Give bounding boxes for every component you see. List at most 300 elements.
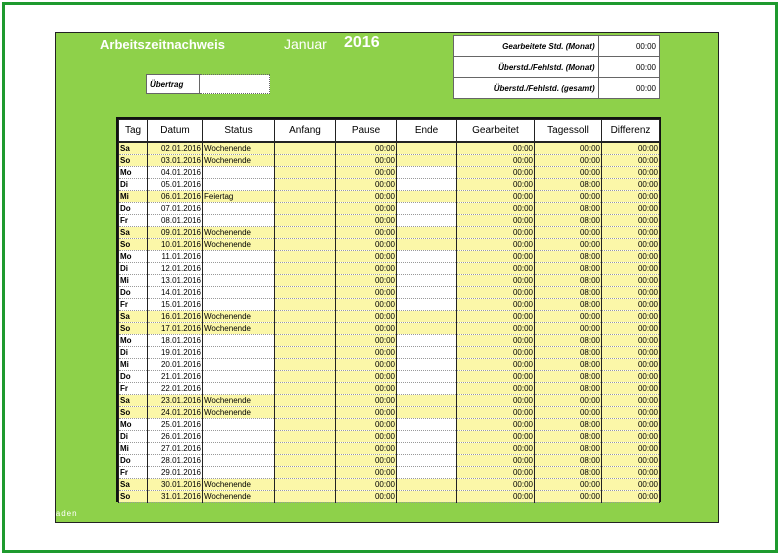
cell-tag: Fr <box>119 299 148 311</box>
month-label: Januar <box>284 36 327 52</box>
cell-pause[interactable]: 00:00 <box>336 167 397 179</box>
cell-datum: 04.01.2016 <box>148 167 203 179</box>
table-row <box>119 419 660 431</box>
cell-pause[interactable]: 00:00 <box>336 142 397 155</box>
cell-anfang[interactable] <box>275 479 336 491</box>
cell-datum: 19.01.2016 <box>148 347 203 359</box>
cell-anfang[interactable] <box>275 419 336 431</box>
cell-tagessoll: 08:00 <box>535 443 602 455</box>
cell-datum: 10.01.2016 <box>148 239 203 251</box>
cell-differenz: 00:00 <box>602 287 660 299</box>
cell-differenz: 00:00 <box>602 419 660 431</box>
cell-tag: Di <box>119 431 148 443</box>
cell-tagessoll: 00:00 <box>535 407 602 419</box>
cell-pause[interactable]: 00:00 <box>336 311 397 323</box>
year-label: 2016 <box>344 34 380 51</box>
cell-anfang[interactable] <box>275 142 336 155</box>
cell-pause[interactable]: 00:00 <box>336 215 397 227</box>
cell-differenz: 00:00 <box>602 311 660 323</box>
summary-value-overtime-total[interactable]: 00:00 <box>598 78 659 99</box>
cell-status <box>203 335 275 347</box>
cell-tagessoll: 08:00 <box>535 179 602 191</box>
cell-differenz: 00:00 <box>602 167 660 179</box>
cell-tag: Di <box>119 179 148 191</box>
cell-ende[interactable] <box>397 491 457 503</box>
cell-datum: 23.01.2016 <box>148 395 203 407</box>
col-header-gearbeitet: Gearbeitet <box>457 120 535 143</box>
cell-anfang[interactable] <box>275 455 336 467</box>
cell-tag: So <box>119 239 148 251</box>
cell-pause[interactable]: 00:00 <box>336 239 397 251</box>
cell-anfang[interactable] <box>275 275 336 287</box>
cell-datum: 26.01.2016 <box>148 431 203 443</box>
summary-value-worked-month[interactable]: 00:00 <box>598 36 659 57</box>
cell-gearbeitet: 00:00 <box>457 491 535 503</box>
cell-anfang[interactable] <box>275 395 336 407</box>
table-row <box>119 275 660 287</box>
cell-ende[interactable] <box>397 431 457 443</box>
cell-status: Wochenende <box>203 239 275 251</box>
cell-datum: 05.01.2016 <box>148 179 203 191</box>
cell-differenz: 00:00 <box>602 335 660 347</box>
carryover-label: Übertrag <box>147 75 200 94</box>
cell-ende[interactable] <box>397 359 457 371</box>
cell-ende[interactable] <box>397 167 457 179</box>
col-header-ende: Ende <box>397 120 457 143</box>
cell-datum: 02.01.2016 <box>148 142 203 155</box>
cell-gearbeitet: 00:00 <box>457 395 535 407</box>
cell-pause[interactable]: 00:00 <box>336 395 397 407</box>
cell-pause[interactable]: 00:00 <box>336 491 397 503</box>
cell-tagessoll: 00:00 <box>535 227 602 239</box>
summary-label-overtime-month: Überstd./Fehlstd. (Monat) <box>454 57 599 78</box>
cell-pause[interactable]: 00:00 <box>336 347 397 359</box>
cell-tag: Do <box>119 287 148 299</box>
cell-anfang[interactable] <box>275 191 336 203</box>
cell-anfang[interactable] <box>275 203 336 215</box>
cell-anfang[interactable] <box>275 359 336 371</box>
cell-tagessoll: 00:00 <box>535 491 602 503</box>
cell-tagessoll: 08:00 <box>535 431 602 443</box>
cell-ende[interactable] <box>397 419 457 431</box>
table-body <box>119 142 660 503</box>
cell-status: Wochenende <box>203 479 275 491</box>
cell-differenz: 00:00 <box>602 155 660 167</box>
cell-anfang[interactable] <box>275 215 336 227</box>
cell-status: Wochenende <box>203 227 275 239</box>
cell-anfang[interactable] <box>275 347 336 359</box>
cell-anfang[interactable] <box>275 323 336 335</box>
cell-datum: 31.01.2016 <box>148 491 203 503</box>
cell-differenz: 00:00 <box>602 395 660 407</box>
summary-row <box>454 57 660 78</box>
cell-tag: So <box>119 323 148 335</box>
cell-tagessoll: 00:00 <box>535 155 602 167</box>
cell-pause[interactable]: 00:00 <box>336 371 397 383</box>
cell-anfang[interactable] <box>275 335 336 347</box>
cell-tag: Fr <box>119 215 148 227</box>
cell-pause[interactable]: 00:00 <box>336 383 397 395</box>
cell-differenz: 00:00 <box>602 191 660 203</box>
cell-datum: 15.01.2016 <box>148 299 203 311</box>
cell-tagessoll: 00:00 <box>535 142 602 155</box>
table-row <box>119 239 660 251</box>
cell-gearbeitet: 00:00 <box>457 335 535 347</box>
cell-ende[interactable] <box>397 239 457 251</box>
cell-pause[interactable]: 00:00 <box>336 359 397 371</box>
cell-differenz: 00:00 <box>602 203 660 215</box>
header-row <box>119 120 660 143</box>
cell-gearbeitet: 00:00 <box>457 215 535 227</box>
cell-tagessoll: 08:00 <box>535 467 602 479</box>
cell-tagessoll: 08:00 <box>535 335 602 347</box>
cell-pause[interactable]: 00:00 <box>336 251 397 263</box>
cell-ende[interactable] <box>397 227 457 239</box>
table-row <box>119 323 660 335</box>
table-row <box>119 311 660 323</box>
cell-ende[interactable] <box>397 323 457 335</box>
cell-ende[interactable] <box>397 179 457 191</box>
cell-status <box>203 251 275 263</box>
col-header-datum: Datum <box>148 120 203 143</box>
table-row <box>119 347 660 359</box>
summary-row <box>454 36 660 57</box>
table-row <box>119 479 660 491</box>
cell-status <box>203 215 275 227</box>
time-table <box>116 117 661 502</box>
cell-tag: Mi <box>119 191 148 203</box>
table-row <box>119 335 660 347</box>
table-row <box>119 203 660 215</box>
cell-differenz: 00:00 <box>602 467 660 479</box>
cell-pause[interactable]: 00:00 <box>336 455 397 467</box>
cell-status <box>203 203 275 215</box>
cell-anfang[interactable] <box>275 311 336 323</box>
cell-tagessoll: 00:00 <box>535 191 602 203</box>
cell-ende[interactable] <box>397 467 457 479</box>
cell-pause[interactable]: 00:00 <box>336 191 397 203</box>
cell-datum: 17.01.2016 <box>148 323 203 335</box>
cell-anfang[interactable] <box>275 431 336 443</box>
cell-gearbeitet: 00:00 <box>457 431 535 443</box>
cell-tag: Sa <box>119 142 148 155</box>
cell-anfang[interactable] <box>275 227 336 239</box>
cell-gearbeitet: 00:00 <box>457 311 535 323</box>
cell-anfang[interactable] <box>275 443 336 455</box>
cell-tag: Do <box>119 455 148 467</box>
cell-tagessoll: 08:00 <box>535 383 602 395</box>
summary-label-overtime-total: Überstd./Fehlstd. (gesamt) <box>454 78 599 99</box>
cell-gearbeitet: 00:00 <box>457 155 535 167</box>
cell-tagessoll: 08:00 <box>535 359 602 371</box>
cell-tag: Fr <box>119 467 148 479</box>
cell-status: Wochenende <box>203 323 275 335</box>
cell-ende[interactable] <box>397 263 457 275</box>
cell-datum: 11.01.2016 <box>148 251 203 263</box>
cell-pause[interactable]: 00:00 <box>336 419 397 431</box>
cell-differenz: 00:00 <box>602 275 660 287</box>
cell-status <box>203 443 275 455</box>
cell-status <box>203 419 275 431</box>
cell-datum: 18.01.2016 <box>148 335 203 347</box>
timesheet <box>55 32 719 523</box>
cell-pause[interactable]: 00:00 <box>336 443 397 455</box>
cell-ende[interactable] <box>397 383 457 395</box>
cell-tag: Sa <box>119 395 148 407</box>
cell-pause[interactable]: 00:00 <box>336 299 397 311</box>
cell-ende[interactable] <box>397 455 457 467</box>
cell-tagessoll: 00:00 <box>535 323 602 335</box>
cell-anfang[interactable] <box>275 299 336 311</box>
cell-ende[interactable] <box>397 155 457 167</box>
cell-anfang[interactable] <box>275 155 336 167</box>
cell-gearbeitet: 00:00 <box>457 407 535 419</box>
cell-gearbeitet: 00:00 <box>457 359 535 371</box>
col-header-tag: Tag <box>119 120 148 143</box>
page-title: Arbeitszeitnachweis <box>100 37 225 52</box>
cell-differenz: 00:00 <box>602 299 660 311</box>
col-header-status: Status <box>203 120 275 143</box>
cell-tagessoll: 08:00 <box>535 215 602 227</box>
cell-status <box>203 347 275 359</box>
cell-status <box>203 275 275 287</box>
cell-datum: 03.01.2016 <box>148 155 203 167</box>
cell-datum: 14.01.2016 <box>148 287 203 299</box>
cell-anfang[interactable] <box>275 467 336 479</box>
cell-pause[interactable]: 00:00 <box>336 335 397 347</box>
cell-gearbeitet: 00:00 <box>457 251 535 263</box>
cell-tagessoll: 08:00 <box>535 203 602 215</box>
cell-gearbeitet: 00:00 <box>457 275 535 287</box>
cell-status: Wochenende <box>203 155 275 167</box>
cell-anfang[interactable] <box>275 383 336 395</box>
cell-tagessoll: 00:00 <box>535 311 602 323</box>
cell-ende[interactable] <box>397 142 457 155</box>
cell-datum: 25.01.2016 <box>148 419 203 431</box>
cell-anfang[interactable] <box>275 491 336 503</box>
cell-pause[interactable]: 00:00 <box>336 275 397 287</box>
table-row <box>119 191 660 203</box>
cell-anfang[interactable] <box>275 263 336 275</box>
cell-pause[interactable]: 00:00 <box>336 467 397 479</box>
cell-tag: So <box>119 407 148 419</box>
summary-row <box>454 78 660 99</box>
cell-pause[interactable]: 00:00 <box>336 407 397 419</box>
cell-tagessoll: 08:00 <box>535 347 602 359</box>
cell-pause[interactable]: 00:00 <box>336 479 397 491</box>
cell-status <box>203 287 275 299</box>
cell-tag: Sa <box>119 479 148 491</box>
cell-anfang[interactable] <box>275 371 336 383</box>
cell-status <box>203 371 275 383</box>
cell-tag: Fr <box>119 383 148 395</box>
cell-differenz: 00:00 <box>602 263 660 275</box>
cell-gearbeitet: 00:00 <box>457 455 535 467</box>
cell-anfang[interactable] <box>275 407 336 419</box>
cell-gearbeitet: 00:00 <box>457 383 535 395</box>
cell-differenz: 00:00 <box>602 239 660 251</box>
footnote-text: laden <box>53 509 78 518</box>
cell-differenz: 00:00 <box>602 431 660 443</box>
cell-pause[interactable]: 00:00 <box>336 155 397 167</box>
cell-tag: Mo <box>119 419 148 431</box>
cell-datum: 13.01.2016 <box>148 275 203 287</box>
carryover-input[interactable] <box>200 75 270 94</box>
cell-differenz: 00:00 <box>602 455 660 467</box>
carryover-box <box>146 74 270 94</box>
table-row <box>119 251 660 263</box>
cell-ende[interactable] <box>397 299 457 311</box>
col-header-pause: Pause <box>336 120 397 143</box>
cell-ende[interactable] <box>397 191 457 203</box>
cell-ende[interactable] <box>397 371 457 383</box>
cell-datum: 06.01.2016 <box>148 191 203 203</box>
cell-ende[interactable] <box>397 443 457 455</box>
cell-anfang[interactable] <box>275 239 336 251</box>
col-header-anfang: Anfang <box>275 120 336 143</box>
cell-tag: Do <box>119 203 148 215</box>
cell-pause[interactable]: 00:00 <box>336 323 397 335</box>
cell-status <box>203 299 275 311</box>
cell-tag: Mi <box>119 359 148 371</box>
cell-status <box>203 431 275 443</box>
cell-gearbeitet: 00:00 <box>457 191 535 203</box>
cell-pause[interactable]: 00:00 <box>336 431 397 443</box>
cell-datum: 12.01.2016 <box>148 263 203 275</box>
cell-tagessoll: 08:00 <box>535 419 602 431</box>
cell-tag: Sa <box>119 227 148 239</box>
cell-ende[interactable] <box>397 479 457 491</box>
cell-ende[interactable] <box>397 395 457 407</box>
cell-gearbeitet: 00:00 <box>457 299 535 311</box>
cell-gearbeitet: 00:00 <box>457 419 535 431</box>
cell-gearbeitet: 00:00 <box>457 263 535 275</box>
cell-datum: 24.01.2016 <box>148 407 203 419</box>
cell-gearbeitet: 00:00 <box>457 323 535 335</box>
cell-tagessoll: 00:00 <box>535 395 602 407</box>
summary-label-worked-month: Gearbeitete Std. (Monat) <box>454 36 599 57</box>
cell-gearbeitet: 00:00 <box>457 142 535 155</box>
cell-datum: 20.01.2016 <box>148 359 203 371</box>
cell-gearbeitet: 00:00 <box>457 179 535 191</box>
cell-datum: 21.01.2016 <box>148 371 203 383</box>
cell-ende[interactable] <box>397 215 457 227</box>
cell-differenz: 00:00 <box>602 179 660 191</box>
cell-pause[interactable]: 00:00 <box>336 287 397 299</box>
cell-tag: Mo <box>119 167 148 179</box>
cell-anfang[interactable] <box>275 287 336 299</box>
cell-ende[interactable] <box>397 287 457 299</box>
cell-anfang[interactable] <box>275 179 336 191</box>
cell-differenz: 00:00 <box>602 443 660 455</box>
cell-ende[interactable] <box>397 407 457 419</box>
cell-datum: 27.01.2016 <box>148 443 203 455</box>
cell-differenz: 00:00 <box>602 215 660 227</box>
table-row <box>119 383 660 395</box>
cell-datum: 28.01.2016 <box>148 455 203 467</box>
cell-status <box>203 263 275 275</box>
cell-ende[interactable] <box>397 311 457 323</box>
cell-datum: 30.01.2016 <box>148 479 203 491</box>
cell-differenz: 00:00 <box>602 359 660 371</box>
cell-status <box>203 383 275 395</box>
summary-value-overtime-month[interactable]: 00:00 <box>598 57 659 78</box>
cell-tag: Di <box>119 263 148 275</box>
cell-tag: So <box>119 491 148 503</box>
table-row <box>119 467 660 479</box>
cell-ende[interactable] <box>397 275 457 287</box>
cell-status: Wochenende <box>203 311 275 323</box>
cell-tagessoll: 00:00 <box>535 479 602 491</box>
time-grid <box>118 119 660 503</box>
cell-gearbeitet: 00:00 <box>457 347 535 359</box>
cell-tag: Mo <box>119 335 148 347</box>
summary-box <box>453 35 660 99</box>
cell-ende[interactable] <box>397 251 457 263</box>
cell-tagessoll: 00:00 <box>535 167 602 179</box>
cell-ende[interactable] <box>397 335 457 347</box>
cell-tagessoll: 08:00 <box>535 299 602 311</box>
table-row <box>119 179 660 191</box>
cell-ende[interactable] <box>397 203 457 215</box>
cell-differenz: 00:00 <box>602 323 660 335</box>
cell-tag: Mi <box>119 275 148 287</box>
cell-status: Wochenende <box>203 142 275 155</box>
col-header-tagessoll: Tagessoll <box>535 120 602 143</box>
cell-tag: Mo <box>119 251 148 263</box>
table-row <box>119 287 660 299</box>
cell-gearbeitet: 00:00 <box>457 167 535 179</box>
table-row <box>119 227 660 239</box>
table-row <box>119 167 660 179</box>
cell-differenz: 00:00 <box>602 479 660 491</box>
cell-datum: 08.01.2016 <box>148 215 203 227</box>
cell-status <box>203 467 275 479</box>
table-row <box>119 395 660 407</box>
table-row <box>119 215 660 227</box>
cell-tagessoll: 08:00 <box>535 371 602 383</box>
table-row <box>119 431 660 443</box>
cell-anfang[interactable] <box>275 167 336 179</box>
cell-status: Wochenende <box>203 395 275 407</box>
cell-tag: Mi <box>119 443 148 455</box>
cell-gearbeitet: 00:00 <box>457 227 535 239</box>
cell-pause[interactable]: 00:00 <box>336 263 397 275</box>
table-row <box>119 299 660 311</box>
cell-gearbeitet: 00:00 <box>457 371 535 383</box>
table-row <box>119 371 660 383</box>
cell-gearbeitet: 00:00 <box>457 443 535 455</box>
cell-differenz: 00:00 <box>602 142 660 155</box>
cell-tagessoll: 08:00 <box>535 287 602 299</box>
cell-pause[interactable]: 00:00 <box>336 179 397 191</box>
cell-differenz: 00:00 <box>602 347 660 359</box>
cell-pause[interactable]: 00:00 <box>336 227 397 239</box>
cell-tagessoll: 08:00 <box>535 455 602 467</box>
cell-status <box>203 359 275 371</box>
cell-differenz: 00:00 <box>602 251 660 263</box>
cell-anfang[interactable] <box>275 251 336 263</box>
cell-tag: Di <box>119 347 148 359</box>
cell-tagessoll: 08:00 <box>535 251 602 263</box>
cell-differenz: 00:00 <box>602 407 660 419</box>
table-row <box>119 359 660 371</box>
cell-datum: 07.01.2016 <box>148 203 203 215</box>
cell-pause[interactable]: 00:00 <box>336 203 397 215</box>
cell-datum: 22.01.2016 <box>148 383 203 395</box>
table-row <box>119 142 660 155</box>
cell-ende[interactable] <box>397 347 457 359</box>
